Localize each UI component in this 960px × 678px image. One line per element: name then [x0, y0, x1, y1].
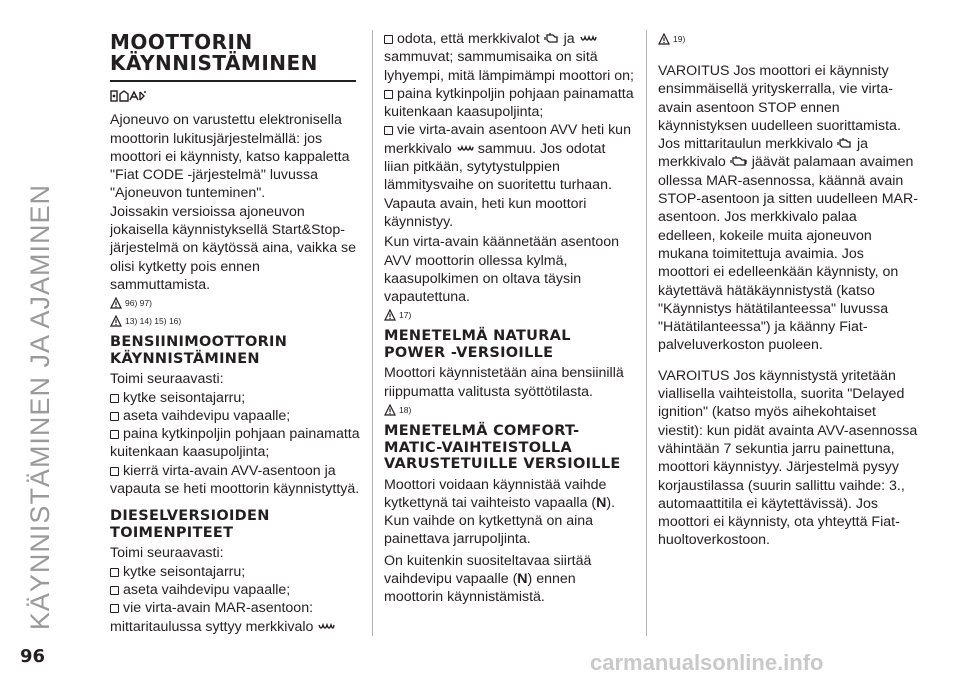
caution-reference: 19)	[658, 32, 918, 46]
chapter-title-text: KÄYNNISTÄMINEN JA AJAMINEN	[24, 183, 55, 630]
paragraph: Kun virta-avain käännetään asentoon AVV moottorin ollessa kylmä, kaasupolkimen on oltava täysin vapautettuna.	[384, 234, 620, 306]
caution-reference: 18)	[384, 403, 634, 417]
checkbox-bullet-icon	[110, 412, 119, 421]
subsection-title: BENSIINIMOOTTORIN KÄYNNISTÄMINEN	[110, 334, 288, 367]
checkbox-bullet-icon	[110, 430, 119, 439]
fiat-code-icon	[110, 88, 360, 109]
glow-plug-icon	[317, 623, 335, 633]
column-2	[384, 30, 634, 607]
checkbox-bullet-icon	[110, 394, 119, 403]
checkbox-bullet-icon	[110, 604, 119, 613]
caution-reference: 17)	[384, 308, 634, 322]
checkbox-bullet-icon	[110, 586, 119, 595]
paragraph: Toimi seuraavasti:	[110, 545, 224, 562]
paragraph: On kuitenkin suositeltavaa siirtää vaihdevipu vapaalle (N) ennen moottorin käynnistämistä.	[384, 552, 592, 606]
checkbox-bullet-icon	[384, 35, 393, 44]
paragraph: VAROITUS Jos käynnistystä yritetään viallisella vaihteistolla, suorita "Delayed ignition" (katso myös aihekohtaiset viestit): kun pidät avainta AVV-asennossa vähintään 7 sekuntia jarru painettuna, moottori käynnistyy. Järjestelmä pysyy korjaustilassa (suurin sallittu vaihde: 3., automaattitila ei käytettävissä). Jos moottori ei käynnisty, ota yhteyttä Fiat-huoltoverkostoon.	[658, 367, 918, 549]
bullet-item: kytke seisontajarru;	[110, 563, 360, 581]
warning-reference: 96) 97)	[110, 296, 360, 310]
paragraph: VAROITUS Jos moottori ei käynnisty ensimmäisellä yrityskerralla, vie virta-avain asentoon STOP ennen käynnistyksen uudelleen suorittamista. Jos mittaritaulun merkkivalo ja merkkivalo jäävät palamaan avaimen ollessa MAR-asennossa, käännä avain STOP-asentoon ja sitten uudelleen MAR-asentoon. Jos merkkivalo palaa edelleen, kokeile muita ajoneuvon mukana toimitettuja avaimia. Jos moottori ei edelleenkään käynnisty, on käytettävä hätäkäynnistystä (katso "Käynnistys hätätilanteessa" luvussa "Hätätilanteessa") ja käänny Fiat-palveluverkoston puoleen.	[658, 63, 918, 354]
caution-icon	[658, 33, 670, 45]
paragraph: Ajoneuvo on varustettu elektronisella moottorin lukitusjärjestelmällä: jos moottori ei käynnisty, katso kappaletta "Fiat CODE -järjestelmä" luvussa "Ajoneuvon tunteminen".	[110, 112, 350, 202]
checkbox-bullet-icon	[110, 568, 119, 577]
caution-icon	[110, 315, 122, 327]
bullet-item: kierrä virta-avain AVV-asentoon ja vapauta se heti moottorin käynnistyttyä.	[110, 462, 360, 498]
glow-plug-icon	[579, 35, 597, 45]
glow-plug-icon	[456, 145, 474, 155]
checkbox-bullet-icon	[110, 467, 119, 476]
column-divider	[646, 30, 647, 636]
subsection-title: DIESELVERSIOIDEN TOIMENPITEET	[110, 508, 270, 541]
bullet-item: aseta vaihdevipu vapaalle;	[110, 581, 360, 599]
page-number: 96	[20, 646, 46, 667]
section-title: MOOTTORIN KÄYNNISTÄMINEN	[110, 32, 356, 82]
column-3	[658, 30, 918, 550]
subsection-title: MENETELMÄ NATURAL POWER -VERSIOILLE	[384, 328, 571, 361]
caution-icon	[384, 309, 396, 321]
engine-warning-icon	[544, 31, 560, 45]
watermark: carmanualsonline.info	[590, 650, 824, 675]
paragraph: Joissakin versioissa ajoneuvon jokaisella käynnistyksellä Start&Stop-järjestelmä on käytössä aina, vaikka se olisi kytketty pois ennen sammuttamista.	[110, 203, 357, 293]
bullet-item: paina kytkinpoljin pohjaan painamatta kuitenkaan kaasupoljinta;	[384, 85, 634, 121]
bullet-item: paina kytkinpoljin pohjaan painamatta kuitenkaan kaasupoljinta;	[110, 426, 360, 461]
sidebar-chapter-title	[10, 30, 70, 630]
paragraph: Toimi seuraavasti:	[110, 371, 224, 388]
caution-icon	[384, 404, 396, 416]
paragraph: Moottori voidaan käynnistää vaihde kytkettynä tai vaihteisto vapaalla (N). Kun vaihde on kytkettynä on aina painettava jarrupoljinta.	[384, 476, 616, 548]
bullet-item: aseta vaihdevipu vapaalle;	[110, 407, 360, 425]
paragraph: Moottori käynnistetään aina bensiinillä riippumatta valitusta syöttötilasta.	[384, 365, 624, 400]
column-1	[110, 30, 360, 636]
engine-warning-icon	[837, 136, 853, 150]
engine-check-icon	[730, 154, 748, 168]
bullet-item: vie virta-avain asentoon AVV heti kun merkkivalo sammuu. Jos odotat liian pitkään, sytytystulppien lämmitysvaihe on suoritettu turhaan. Vapauta avain, heti kun moottori käynnistyy.	[384, 122, 631, 230]
bullet-item: vie virta-avain MAR-asentoon: mittaritaulussa syttyy merkkivalo	[110, 599, 360, 636]
subsection-title: MENETELMÄ COMFORT-MATIC-VAIHTEISTOLLA VARUSTETUILLE VERSIOILLE	[384, 423, 621, 473]
warning-icon	[110, 297, 122, 309]
bullet-item: kytke seisontajarru;	[110, 389, 360, 407]
column-divider	[372, 30, 373, 636]
checkbox-bullet-icon	[384, 126, 393, 135]
checkbox-bullet-icon	[384, 90, 393, 99]
caution-reference: 13) 14) 15) 16)	[110, 314, 360, 328]
bullet-item: odota, että merkkivalot ja sammuvat; sammumisaika on sitä lyhyempi, mitä lämpimämpi moottori on;	[384, 31, 634, 84]
